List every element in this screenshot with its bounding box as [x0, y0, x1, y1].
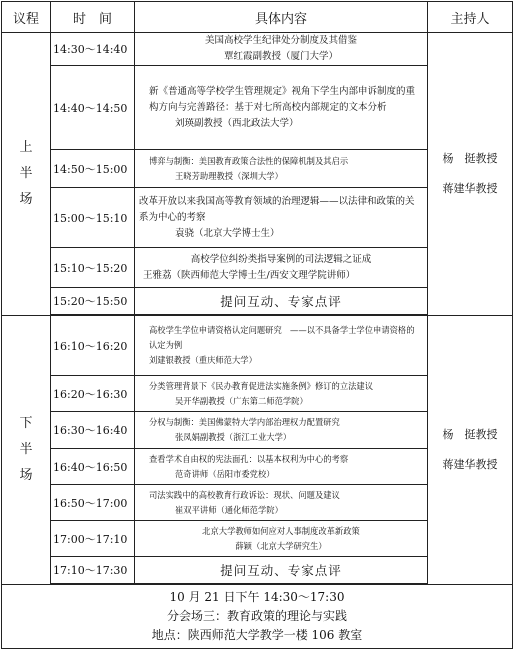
session-info: [2, 585, 513, 649]
talk-title: 美国高校学生纪律处分制度及其借鉴: [204, 35, 357, 46]
talk-title: 高校学生学位申请资格认定问题研究 ——以不具备学士学位申请资格的认定为例: [149, 325, 415, 350]
talk-title: 改革开放以来我国高等教育领域的治理逻辑——以法律和政策的关系为中心的考察: [139, 195, 415, 223]
session-location: 地点：陕西师范大学教学一楼 106 教室: [151, 628, 363, 642]
header-host: 主持人: [428, 2, 513, 33]
talk-title: 博弈与制衡：美国教育政策合法性的保障机制及其启示: [149, 155, 349, 166]
time-cell: 14:40～14:50: [51, 66, 135, 150]
host-name: 杨 挺教授: [442, 152, 498, 165]
host-cell-morning: [428, 33, 513, 316]
talk-title: 查看学术自由权的宪法面孔：以基本权利为中心的考察: [149, 453, 349, 464]
content-cell: [135, 449, 428, 485]
content-cell: [135, 33, 428, 66]
content-cell: [135, 485, 428, 521]
talk-speaker: 吴开华副教授（广东第二师范学院）: [175, 395, 308, 406]
host-name: 杨 挺教授: [442, 428, 498, 441]
time-cell: 17:00～17:10: [51, 521, 135, 557]
talk-title: 新《普通高等学校学生管理规定》视角下学生内部申诉制度的重构方向与完善路径：基于对七所高校内部规定的文本分析: [149, 85, 416, 113]
qa-cell: 提问互动、专家点评: [135, 557, 428, 584]
talk-title: 北京大学教师如何应对人事制度改革新政策: [202, 525, 360, 536]
session-venue-title: 分会场三：教育政策的理论与实践: [166, 609, 347, 623]
header-session: 议程: [2, 2, 51, 33]
content-cell: [135, 376, 428, 412]
time-cell: 16:30～16:40: [51, 412, 135, 449]
header-content: 具体内容: [135, 2, 428, 33]
table-row: [2, 316, 513, 376]
time-cell: 14:30～14:40: [51, 33, 135, 66]
host-name: 蒋建华教授: [442, 458, 498, 471]
time-cell: 16:50～17:00: [51, 485, 135, 521]
content-cell: [135, 248, 428, 288]
footer-row: [2, 585, 513, 649]
content-cell: [135, 66, 428, 150]
talk-title: 分权与制衡：美国佛蒙特大学内部治理权力配置研究: [149, 417, 340, 427]
time-cell: 16:40～16:50: [51, 449, 135, 485]
talk-speaker: 张凤娟副教授（浙江工业大学）: [175, 432, 292, 442]
content-cell: [135, 521, 428, 557]
header-row: [2, 2, 513, 33]
content-cell: [135, 150, 428, 188]
talk-title: 高校学位纠纷类指导案例的司法逻辑之证成: [190, 253, 372, 265]
talk-speaker: 王雅荔（陕西师范大学博士生/西安文理学院讲师）: [143, 269, 356, 281]
time-cell: 15:20～15:50: [51, 288, 135, 315]
talk-speaker: 覃红霞副教授（厦门大学）: [223, 51, 338, 62]
talk-speaker: 范奇讲师（岳阳市委党校）: [175, 468, 275, 479]
time-cell: 14:50～15:00: [51, 150, 135, 188]
talk-title: 司法实践中的高校教育行政诉讼：现状、问题及建议: [149, 489, 340, 500]
header-time: 时 间: [51, 2, 135, 33]
session-label-afternoon: 下 半 场: [2, 316, 51, 585]
session-label-morning: 上 半 场: [2, 33, 51, 316]
talk-speaker: 薛颖（北京大学研究生）: [235, 540, 327, 551]
schedule-table: [1, 1, 513, 649]
talk-speaker: 刘建银教授（重庆师范大学）: [149, 355, 257, 365]
talk-speaker: 刘瑛副教授（西北政法大学）: [175, 117, 299, 129]
host-cell-afternoon: [428, 316, 513, 585]
content-cell: [135, 412, 428, 449]
time-cell: 16:10～16:20: [51, 316, 135, 376]
talk-title: 分类管理背景下《民办教育促进法实施条例》修订的立法建议: [149, 380, 374, 391]
session-datetime: 10 月 21 日下午 14:30～17:30: [169, 590, 345, 604]
qa-cell: 提问互动、专家点评: [135, 288, 428, 315]
content-cell: [135, 316, 428, 376]
talk-speaker: 王晓芳助理教授（深圳大学）: [175, 170, 283, 181]
time-cell: 16:20～16:30: [51, 376, 135, 412]
time-cell: 15:10～15:20: [51, 248, 135, 288]
talk-speaker: 崔双平讲师（通化师范学院）: [175, 504, 283, 515]
content-cell: [135, 188, 428, 248]
time-cell: 15:00～15:10: [51, 188, 135, 248]
table-row: [2, 33, 513, 66]
talk-speaker: 袁骁（北京大学博士生）: [175, 227, 280, 239]
host-name: 蒋建华教授: [442, 182, 498, 195]
time-cell: 17:10～17:30: [51, 557, 135, 584]
